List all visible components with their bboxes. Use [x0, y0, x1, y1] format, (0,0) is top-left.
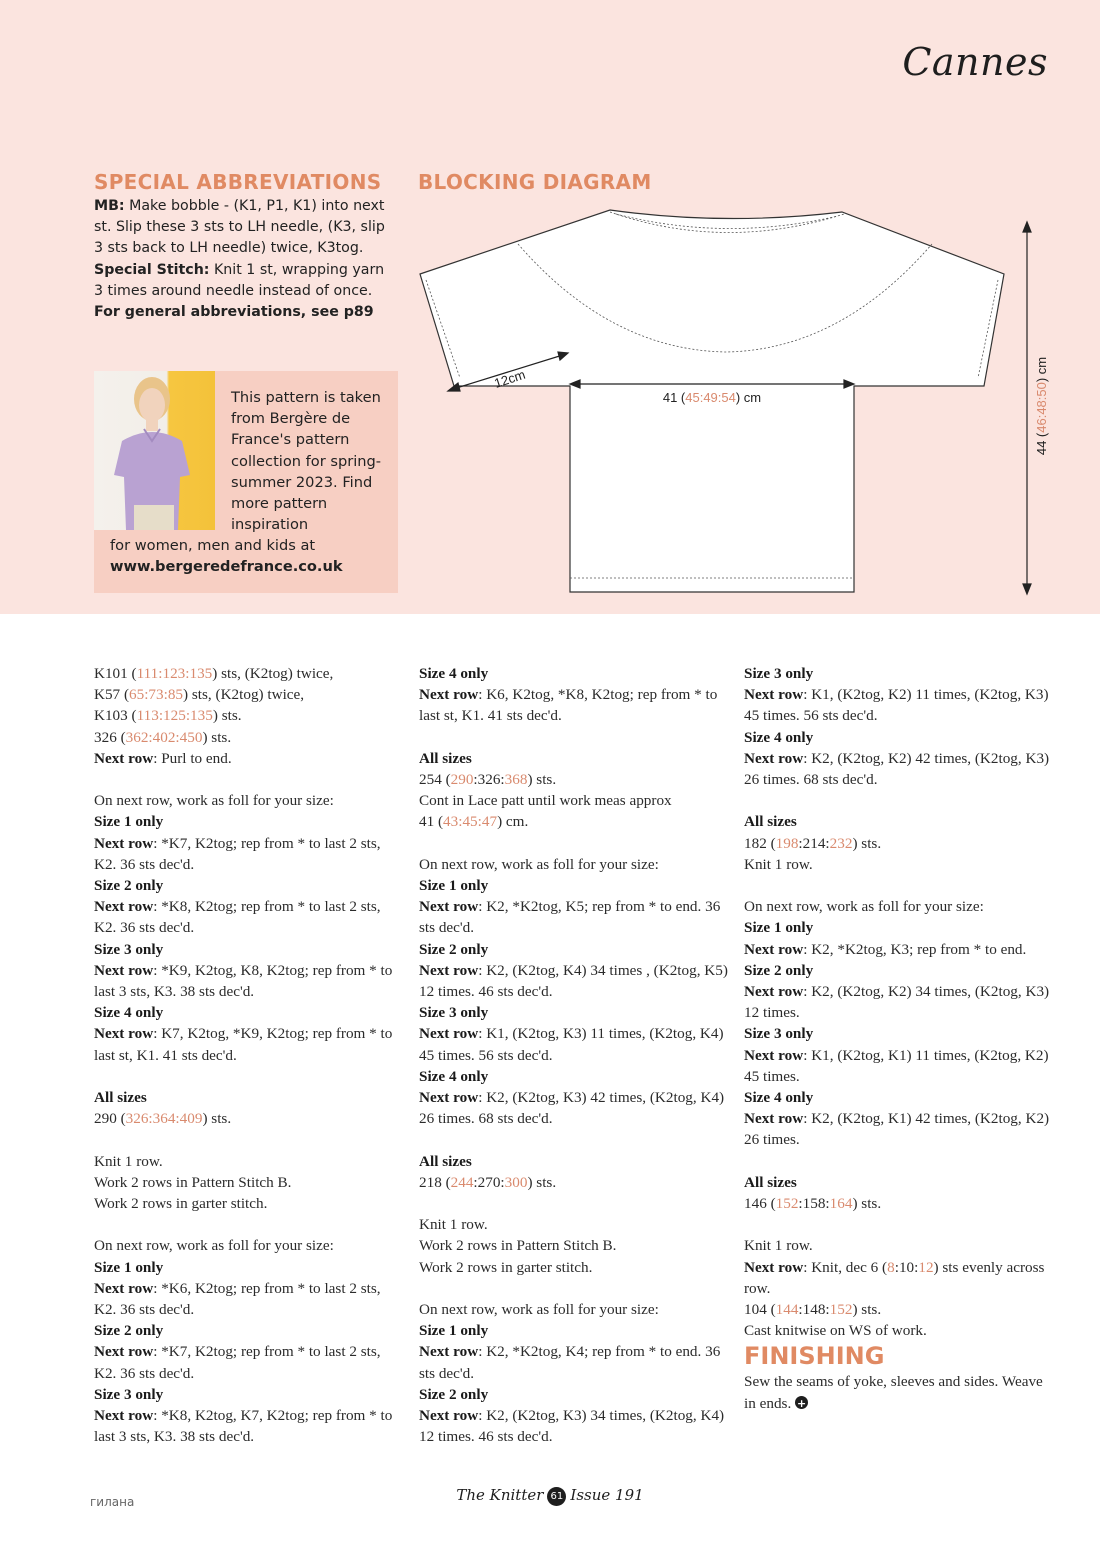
instruction-line: [94, 875, 404, 896]
instruction-line: Work 2 rows in Pattern Stitch B.: [419, 1237, 617, 1255]
instruction-text: : *K6, K2tog; rep from * to last 2 sts, K2. 36 sts dec'd.: [94, 1279, 381, 1319]
instruction-text: :214:: [798, 834, 830, 852]
instruction-line: [94, 939, 404, 960]
instruction-text: : K7, K2tog, *K9, K2tog; rep from * to last st, K1. 41 sts dec'd.: [94, 1025, 393, 1064]
instruction-text: Next row: [419, 961, 479, 979]
instruction-text: :10:: [894, 1258, 919, 1276]
instruction-text: Next row: [744, 1110, 804, 1128]
instruction-line: Work 2 rows in garter stitch.: [94, 1195, 268, 1213]
instruction-text: ) sts.: [852, 1301, 882, 1319]
instructions-column-1: [94, 663, 404, 1447]
instruction-text: : *K7, K2tog; rep from * to last 2 sts, K2. 36 sts dec'd.: [94, 834, 381, 873]
size-heading: Size 3 only: [744, 665, 814, 682]
instruction-line: [744, 1371, 1054, 1413]
instruction-line: [94, 1002, 404, 1023]
instruction-text: Next row: [419, 1407, 479, 1425]
instruction-text: 111:123:135: [136, 665, 213, 682]
instruction-line: [94, 1257, 404, 1278]
instruction-text: : K2, *K2tog, K3; rep from * to end.: [803, 940, 1027, 958]
promo-text-bottom: [110, 535, 390, 577]
instruction-text: 218 (: [419, 1173, 451, 1191]
instruction-text: ) cm.: [497, 813, 529, 831]
instruction-text: 254 (: [419, 771, 451, 788]
instruction-line: [419, 684, 729, 726]
page-number: 61: [547, 1487, 566, 1506]
instruction-text: K57 (: [94, 686, 130, 704]
instruction-line: [94, 727, 404, 748]
size-heading: Size 2 only: [419, 940, 489, 958]
instruction-line: On next row, work as foll for your size:: [94, 1237, 334, 1255]
instruction-text: ) sts.: [852, 1195, 882, 1213]
instruction-line: [419, 1023, 729, 1065]
instruction-line: [744, 833, 1054, 854]
instruction-line: [419, 896, 729, 938]
instruction-line: [744, 1299, 1054, 1320]
instruction-text: Next row: [744, 1046, 804, 1064]
instruction-line: [94, 960, 404, 1002]
size-heading: Size 4 only: [744, 728, 814, 746]
instruction-text: 232: [829, 834, 853, 852]
instruction-line: [419, 1002, 729, 1023]
instruction-line: [419, 663, 729, 684]
instruction-text: 164: [829, 1195, 853, 1213]
instruction-line: Cast knitwise on WS of work.: [744, 1322, 927, 1340]
instruction-text: 8: [887, 1258, 895, 1276]
instruction-line: On next row, work as foll for your size:: [419, 855, 659, 873]
instruction-text: ) sts.: [212, 707, 242, 725]
size-heading: Size 4 only: [419, 1067, 489, 1085]
instruction-line: [419, 748, 729, 769]
instruction-text: Next row: [744, 940, 804, 958]
instruction-line: [94, 1320, 404, 1341]
instruction-text: :270:: [473, 1173, 505, 1191]
instruction-text: : K2, (K2tog, K4) 34 times , (K2tog, K5) 12 times. 46 sts dec'd.: [419, 961, 728, 1001]
instruction-text: : K2, *K2tog, K4; rep from * to end. 36 sts dec'd.: [419, 1343, 721, 1382]
instruction-line: [419, 1405, 729, 1447]
size-heading: Size 1 only: [419, 877, 489, 894]
instruction-line: [419, 960, 729, 1002]
instruction-line: [419, 1151, 729, 1172]
length-arrow-head-top: [1023, 222, 1031, 232]
instruction-text: ) sts.: [202, 1110, 232, 1128]
all-sizes-heading: All sizes: [744, 1173, 797, 1191]
instruction-text: 290 (: [94, 1110, 126, 1128]
instruction-text: Next row: [744, 1258, 804, 1276]
instruction-line: [94, 1108, 404, 1129]
instruction-text: Next row: [94, 961, 154, 979]
instruction-text: 144: [775, 1301, 799, 1319]
general-abbreviations-note: For general abbreviations, see p89: [94, 304, 374, 321]
instruction-text: Next row: [419, 1025, 479, 1043]
sleeve-label: 12cm: [492, 366, 528, 391]
magazine-name: The Knitter: [456, 1486, 544, 1504]
instruction-text: 43:45:47: [443, 813, 498, 831]
issue-number: Issue 191: [570, 1486, 644, 1504]
instruction-text: ) sts evenly across row.: [744, 1258, 1045, 1297]
footer: [0, 1486, 1100, 1506]
instruction-line: [94, 1341, 404, 1383]
instruction-text: Next row: [94, 898, 154, 916]
instruction-text: : K2, (K2tog, K1) 42 times, (K2tog, K2) 26 times.: [744, 1110, 1050, 1149]
all-sizes-heading: All sizes: [94, 1089, 147, 1107]
promo-text-tail: for women, men and kids at: [110, 537, 316, 554]
instruction-text: Next row: [419, 1343, 479, 1361]
instruction-text: 41 (: [419, 813, 444, 831]
all-sizes-heading: All sizes: [744, 813, 797, 831]
instruction-text: : *K7, K2tog; rep from * to last 2 sts, K2. 36 sts dec'd.: [94, 1343, 381, 1382]
instruction-line: [744, 981, 1054, 1023]
instruction-line: [94, 1023, 404, 1065]
instruction-text: Next row: [419, 1089, 479, 1107]
size-heading: Size 2 only: [744, 961, 814, 979]
size-heading: Size 3 only: [744, 1025, 814, 1043]
instruction-text: ) sts.: [852, 834, 882, 852]
promo-text: This pattern is taken from Bergère de France's pattern collection for spring-summer 2023. Find more pattern inspiration: [231, 389, 382, 534]
instruction-line: Work 2 rows in garter stitch.: [419, 1258, 593, 1276]
instruction-line: [419, 1172, 729, 1193]
instruction-text: 182 (: [744, 834, 776, 852]
instruction-line: [94, 896, 404, 938]
instruction-text: 104 (: [744, 1301, 776, 1319]
size-heading: Size 4 only: [419, 665, 489, 682]
blocking-diagram-heading: BLOCKING DIAGRAM: [418, 170, 652, 194]
instruction-text: ) sts.: [527, 1173, 557, 1191]
instruction-line: [744, 1257, 1054, 1299]
instruction-text: 152: [829, 1301, 853, 1319]
instruction-text: ) sts.: [527, 771, 557, 788]
special-stitch-text: Knit 1 st, wrapping yarn 3 times around needle instead of once.: [94, 261, 385, 299]
instruction-text: : K6, K2tog, *K8, K2tog; rep from * to last st, K1. 41 sts dec'd.: [419, 686, 718, 725]
instruction-text: 113:125:135: [136, 707, 213, 725]
finishing-heading: FINISHING: [744, 1342, 885, 1371]
instruction-text: Next row: [94, 749, 154, 767]
instruction-text: Next row: [94, 1407, 154, 1425]
length-arrow-head-bottom: [1023, 584, 1031, 594]
instruction-text: : K2, (K2tog, K3) 34 times, (K2tog, K4) 12 times. 46 sts dec'd.: [419, 1407, 725, 1446]
instruction-line: [744, 1108, 1054, 1150]
instruction-line: [419, 811, 729, 832]
instruction-text: ) sts.: [202, 728, 232, 746]
size-heading: Size 1 only: [94, 1258, 164, 1276]
instruction-text: : K2, (K2tog, K3) 42 times, (K2tog, K4) 26 times. 68 sts dec'd.: [419, 1089, 725, 1128]
promo-url[interactable]: www.bergeredefrance.co.uk: [110, 558, 343, 576]
instruction-line: Knit 1 row.: [419, 1216, 488, 1234]
size-heading: Size 2 only: [419, 1385, 489, 1403]
special-abbreviations-heading: SPECIAL ABBREVIATIONS: [94, 170, 382, 194]
instruction-text: : *K8, K2tog, K7, K2tog; rep from * to last 3 sts, K3. 38 sts dec'd.: [94, 1407, 393, 1446]
instruction-text: K103 (: [94, 707, 137, 725]
instruction-line: [419, 1341, 729, 1383]
instruction-line: Knit 1 row.: [744, 855, 813, 873]
instruction-text: : K2, (K2tog, K2) 42 times, (K2tog, K3) 26 times. 68 sts dec'd.: [744, 749, 1050, 789]
size-heading: Size 1 only: [419, 1322, 489, 1340]
mb-label: MB:: [94, 198, 125, 214]
instruction-line: On next row, work as foll for your size:: [419, 1301, 659, 1319]
instruction-text: 300: [504, 1173, 528, 1191]
instruction-line: [419, 1087, 729, 1129]
instruction-line: [744, 1045, 1054, 1087]
instruction-line: [744, 939, 1054, 960]
instruction-line: Work 2 rows in Pattern Stitch B.: [94, 1173, 292, 1191]
instruction-line: [744, 1087, 1054, 1108]
size-heading: Size 2 only: [94, 1322, 164, 1340]
instruction-line: [94, 705, 404, 726]
instruction-line: [94, 1278, 404, 1320]
instruction-line: On next row, work as foll for your size:: [94, 792, 334, 810]
promo-box: [94, 371, 398, 593]
instruction-text: : K2, (K2tog, K2) 34 times, (K2tog, K3) 12 times.: [744, 983, 1050, 1022]
instruction-line: [744, 1193, 1054, 1214]
instruction-text: Next row: [419, 898, 479, 916]
instruction-text: ) sts, (K2tog) twice,: [212, 665, 334, 682]
instruction-text: : Purl to end.: [153, 749, 232, 767]
size-heading: Size 2 only: [94, 877, 164, 895]
instruction-line: [744, 960, 1054, 981]
instruction-text: 326 (: [94, 728, 126, 746]
instruction-text: :326:: [473, 771, 505, 788]
instruction-line: [419, 939, 729, 960]
instruction-line: Cont in Lace patt until work meas approx: [419, 792, 672, 810]
all-sizes-heading: All sizes: [419, 1152, 472, 1170]
instruction-text: Next row: [94, 1025, 154, 1043]
instruction-line: [744, 727, 1054, 748]
instruction-line: [94, 663, 404, 684]
instruction-text: 152: [775, 1195, 799, 1213]
instruction-text: :158:: [798, 1195, 830, 1213]
instruction-text: Next row: [94, 1343, 154, 1361]
instruction-text: : K1, (K2tog, K2) 11 times, (K2tog, K3) 45 times. 56 sts dec'd.: [744, 686, 1049, 725]
instruction-text: 368: [504, 771, 528, 788]
instruction-text: K101 (: [94, 665, 137, 682]
instruction-line: [744, 811, 1054, 832]
instruction-text: Next row: [744, 686, 804, 704]
instruction-line: [744, 748, 1054, 790]
instruction-line: [419, 769, 729, 790]
instruction-text: : *K8, K2tog; rep from * to last 2 sts, K2. 36 sts dec'd.: [94, 898, 381, 937]
instructions-column-3: [744, 663, 1054, 1414]
instruction-text: 146 (: [744, 1195, 776, 1213]
instruction-line: [94, 1384, 404, 1405]
instruction-text: 198: [775, 834, 799, 852]
instruction-line: [744, 1023, 1054, 1044]
instruction-line: [419, 1066, 729, 1087]
instruction-line: On next row, work as foll for your size:: [744, 898, 984, 916]
instruction-text: :148:: [798, 1301, 830, 1319]
instruction-text: : K2, *K2tog, K5; rep from * to end. 36 sts dec'd.: [419, 898, 721, 937]
size-heading: Size 3 only: [94, 940, 164, 958]
instruction-line: [744, 1172, 1054, 1193]
size-heading: Size 1 only: [94, 813, 164, 831]
all-sizes-heading: All sizes: [419, 749, 472, 767]
instruction-text: : Knit, dec 6 (: [803, 1258, 888, 1276]
instruction-text: 65:73:85: [129, 686, 184, 704]
instruction-line: [94, 1087, 404, 1108]
blocking-diagram: [410, 200, 1090, 610]
finishing-text: Sew the seams of yoke, sleeves and sides. Weave in ends.: [744, 1373, 1043, 1412]
mb-text: Make bobble - (K1, P1, K1) into next st. Slip these 3 sts to LH needle, (K3, slip 3 sts back to LH needle) twice, K3tog.: [94, 198, 385, 257]
length-label: 44 (46:48:50) cm: [1034, 356, 1049, 456]
instruction-text: : K1, (K2tog, K1) 11 times, (K2tog, K2) 45 times.: [744, 1046, 1049, 1085]
instruction-text: Next row: [744, 749, 804, 767]
instruction-line: [419, 1384, 729, 1405]
size-heading: Size 1 only: [744, 919, 814, 937]
size-heading: Size 4 only: [94, 1004, 164, 1022]
end-mark-icon: [795, 1396, 808, 1409]
instruction-text: 326:364:409: [125, 1110, 203, 1128]
instruction-line: Knit 1 row.: [94, 1152, 163, 1170]
instruction-line: [94, 748, 404, 769]
instruction-line: [744, 917, 1054, 938]
instruction-line: [419, 1320, 729, 1341]
instruction-text: : K1, (K2tog, K3) 11 times, (K2tog, K4) 45 times. 56 sts dec'd.: [419, 1025, 724, 1064]
size-heading: Size 3 only: [94, 1385, 164, 1403]
instruction-text: 290: [450, 771, 474, 788]
size-heading: Size 3 only: [419, 1004, 489, 1022]
instruction-text: Next row: [94, 834, 154, 852]
instruction-text: Next row: [419, 686, 479, 704]
special-abbreviations-text: [94, 196, 394, 323]
model-photo: [94, 371, 215, 530]
instruction-line: [94, 833, 404, 875]
instruction-text: Next row: [744, 983, 804, 1001]
instruction-line: [744, 663, 1054, 684]
instructions-column-2: [419, 663, 729, 1447]
instruction-line: Knit 1 row.: [744, 1237, 813, 1255]
instruction-text: Next row: [94, 1279, 154, 1297]
size-heading: Size 4 only: [744, 1089, 814, 1107]
instruction-text: 362:402:450: [125, 728, 203, 746]
special-stitch-label: Special Stitch:: [94, 261, 210, 278]
instruction-line: [94, 811, 404, 832]
instruction-line: [94, 1405, 404, 1447]
page-title: Cannes: [902, 40, 1048, 84]
instruction-text: 244: [450, 1173, 474, 1191]
width-label: 41 (45:49:54) cm: [662, 390, 762, 405]
instruction-line: [744, 684, 1054, 726]
instruction-line: [419, 875, 729, 896]
instruction-text: : *K9, K2tog, K8, K2tog; rep from * to last 3 sts, K3. 38 sts dec'd.: [94, 961, 393, 1001]
footer-watermark: гилана: [90, 1495, 135, 1509]
instruction-line: [94, 684, 404, 705]
instruction-text: 12: [918, 1258, 934, 1276]
instruction-text: ) sts, (K2tog) twice,: [183, 686, 305, 704]
